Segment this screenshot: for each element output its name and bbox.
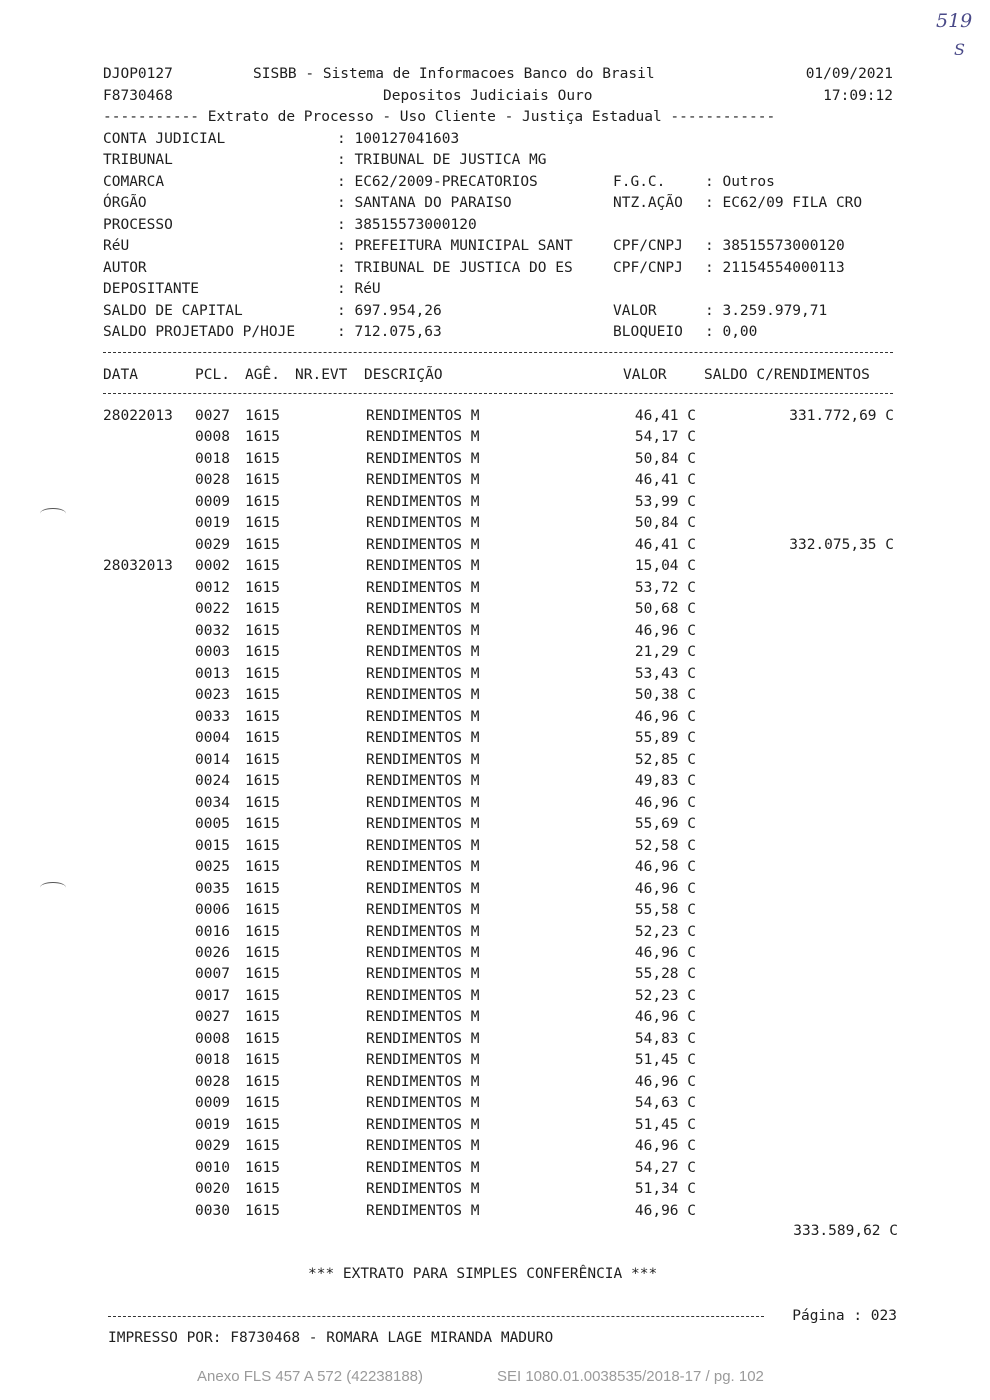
row-balance: 332.075,35 C	[789, 536, 894, 553]
table-row	[0, 578, 990, 600]
row-agency: 1615	[245, 536, 280, 553]
table-row	[0, 836, 990, 858]
operator-code: F8730468	[103, 88, 173, 104]
table-row	[0, 986, 990, 1008]
statement-banner: ----------- Extrato de Processo - Uso Cliente - Justiça Estadual ------------	[103, 109, 776, 125]
print-time: 17:09:12	[823, 88, 893, 104]
col-header-valor: VALOR	[623, 367, 667, 383]
row-agency: 1615	[245, 1073, 280, 1090]
col-header-nrevt: NR.EVT	[295, 367, 348, 383]
field-label: PROCESSO	[103, 217, 173, 233]
field-label: CPF/CNPJ	[613, 238, 683, 254]
row-pcl: 0024	[195, 773, 230, 790]
field-label: CPF/CNPJ	[613, 260, 683, 276]
field-value: : Outros	[705, 174, 775, 190]
row-value: 46,96 C	[634, 622, 696, 639]
row-description: RENDIMENTOS M	[366, 859, 480, 876]
row-description: RENDIMENTOS M	[366, 773, 480, 790]
table-row	[0, 1007, 990, 1029]
row-description: RENDIMENTOS M	[366, 493, 480, 510]
row-pcl: 0012	[195, 579, 230, 596]
col-header-pcl: PCL.	[195, 367, 230, 383]
final-balance: 333.589,62 C	[793, 1223, 898, 1239]
row-value: 46,96 C	[634, 794, 696, 811]
row-agency: 1615	[245, 622, 280, 639]
row-value: 52,85 C	[634, 751, 696, 768]
row-pcl: 0017	[195, 987, 230, 1004]
row-pcl: 0020	[195, 1181, 230, 1198]
row-agency: 1615	[245, 687, 280, 704]
row-value: 50,84 C	[634, 515, 696, 532]
field-label: ÓRGÃO	[103, 195, 147, 211]
row-pcl: 0022	[195, 601, 230, 618]
row-agency: 1615	[245, 472, 280, 489]
divider	[103, 352, 893, 353]
row-value: 54,83 C	[634, 1030, 696, 1047]
table-row	[0, 1029, 990, 1051]
row-value: 46,41 C	[634, 472, 696, 489]
row-pcl: 0015	[195, 837, 230, 854]
row-pcl: 0018	[195, 450, 230, 467]
row-value: 49,83 C	[634, 773, 696, 790]
row-agency: 1615	[245, 1052, 280, 1069]
table-row	[0, 1115, 990, 1137]
program-code: DJOP0127	[103, 66, 173, 82]
row-pcl: 0029	[195, 536, 230, 553]
field-value: : RéU	[337, 281, 381, 297]
row-pcl: 0009	[195, 1095, 230, 1112]
annex-reference: Anexo FLS 457 A 572 (42238188)	[197, 1368, 424, 1385]
row-description: RENDIMENTOS M	[366, 622, 480, 639]
row-pcl: 0008	[195, 1030, 230, 1047]
table-row	[0, 707, 990, 729]
field-value: : 3.259.979,71	[705, 303, 828, 319]
table-row	[0, 406, 990, 428]
document-subtitle: Depositos Judiciais Ouro	[383, 88, 593, 104]
row-value: 21,29 C	[634, 644, 696, 661]
table-row	[0, 728, 990, 750]
row-value: 54,17 C	[634, 429, 696, 446]
table-row	[0, 900, 990, 922]
row-description: RENDIMENTOS M	[366, 966, 480, 983]
row-description: RENDIMENTOS M	[366, 923, 480, 940]
footer-divider	[108, 1316, 764, 1317]
table-row	[0, 621, 990, 643]
field-label: SALDO PROJETADO P/HOJE	[103, 324, 296, 340]
row-pcl: 0035	[195, 880, 230, 897]
row-description: RENDIMENTOS M	[366, 902, 480, 919]
row-pcl: 0006	[195, 902, 230, 919]
field-value: : 712.075,63	[337, 324, 442, 340]
row-description: RENDIMENTOS M	[366, 450, 480, 467]
row-value: 50,68 C	[634, 601, 696, 618]
row-pcl: 0005	[195, 816, 230, 833]
row-value: 53,99 C	[634, 493, 696, 510]
row-agency: 1615	[245, 945, 280, 961]
table-row	[0, 1136, 990, 1158]
row-value: 46,96 C	[634, 708, 696, 725]
field-value: : 38515573000120	[337, 217, 477, 233]
row-description: RENDIMENTOS M	[366, 472, 480, 489]
row-pcl: 0016	[195, 923, 230, 940]
field-label: F.G.C.	[613, 174, 666, 190]
field-value: : 697.954,26	[337, 303, 442, 319]
row-pcl: 0028	[195, 472, 230, 489]
row-description: RENDIMENTOS M	[366, 665, 480, 682]
row-pcl: 0034	[195, 794, 230, 811]
field-label: BLOQUEIO	[613, 324, 683, 340]
row-pcl: 0018	[195, 1052, 230, 1069]
print-date: 01/09/2021	[805, 66, 893, 82]
row-date: 28032013	[103, 558, 173, 575]
row-value: 46,41 C	[634, 536, 696, 553]
row-agency: 1615	[245, 601, 280, 618]
row-pcl: 0026	[195, 945, 230, 961]
row-value: 50,84 C	[634, 450, 696, 467]
row-pcl: 0009	[195, 493, 230, 510]
row-agency: 1615	[245, 1159, 280, 1176]
row-agency: 1615	[245, 773, 280, 790]
col-header-age: AGÊ.	[245, 367, 280, 383]
row-value: 51,45 C	[634, 1116, 696, 1133]
row-description: RENDIMENTOS M	[366, 1073, 480, 1090]
table-row	[0, 556, 990, 578]
row-agency: 1615	[245, 966, 280, 983]
row-pcl: 0029	[195, 1138, 230, 1155]
row-value: 54,63 C	[634, 1095, 696, 1112]
table-row	[0, 1158, 990, 1180]
row-agency: 1615	[245, 837, 280, 854]
row-description: RENDIMENTOS M	[366, 1202, 480, 1219]
col-header-descricao: DESCRIÇÃO	[364, 367, 443, 383]
row-value: 52,23 C	[634, 987, 696, 1004]
table-row	[0, 857, 990, 879]
divider	[103, 393, 893, 394]
row-agency: 1615	[245, 880, 280, 897]
row-description: RENDIMENTOS M	[366, 1116, 480, 1133]
printed-by: IMPRESSO POR: F8730468 - ROMARA LAGE MIRANDA MADURO	[108, 1330, 554, 1346]
field-label: DEPOSITANTE	[103, 281, 200, 297]
row-description: RENDIMENTOS M	[366, 1009, 480, 1026]
field-label: TRIBUNAL	[103, 152, 173, 168]
row-agency: 1615	[245, 816, 280, 833]
row-value: 55,28 C	[634, 966, 696, 983]
field-value: : EC62/2009-PRECATORIOS	[337, 174, 538, 190]
row-pcl: 0002	[195, 558, 230, 575]
row-agency: 1615	[245, 1030, 280, 1047]
table-row	[0, 427, 990, 449]
row-pcl: 0027	[195, 408, 230, 424]
row-agency: 1615	[245, 1009, 280, 1026]
table-row	[0, 793, 990, 815]
row-description: RENDIMENTOS M	[366, 987, 480, 1004]
row-value: 46,96 C	[634, 1009, 696, 1026]
row-description: RENDIMENTOS M	[366, 751, 480, 768]
table-row	[0, 1050, 990, 1072]
row-value: 46,96 C	[634, 880, 696, 897]
table-row	[0, 1072, 990, 1094]
table-row	[0, 1093, 990, 1115]
table-row	[0, 814, 990, 836]
row-agency: 1615	[245, 794, 280, 811]
row-value: 46,96 C	[634, 1073, 696, 1090]
row-agency: 1615	[245, 859, 280, 876]
table-row	[0, 771, 990, 793]
field-value: : TRIBUNAL DE JUSTICA MG	[337, 152, 547, 168]
col-header-data: DATA	[103, 367, 138, 383]
field-value: : PREFEITURA MUNICIPAL SANT	[337, 238, 573, 254]
row-description: RENDIMENTOS M	[366, 1159, 480, 1176]
row-description: RENDIMENTOS M	[366, 816, 480, 833]
row-pcl: 0019	[195, 1116, 230, 1133]
field-label: CONTA JUDICIAL	[103, 131, 226, 147]
row-pcl: 0008	[195, 429, 230, 446]
row-agency: 1615	[245, 987, 280, 1004]
row-agency: 1615	[245, 408, 280, 424]
handwritten-initial: S	[954, 40, 965, 59]
row-value: 51,34 C	[634, 1181, 696, 1198]
row-description: RENDIMENTOS M	[366, 515, 480, 532]
row-agency: 1615	[245, 1138, 280, 1155]
table-row	[0, 879, 990, 901]
row-value: 55,69 C	[634, 816, 696, 833]
row-description: RENDIMENTOS M	[366, 1181, 480, 1198]
row-value: 51,45 C	[634, 1052, 696, 1069]
table-row	[0, 513, 990, 535]
row-description: RENDIMENTOS M	[366, 1138, 480, 1155]
row-description: RENDIMENTOS M	[366, 730, 480, 747]
field-label: NTZ.AÇÃO	[613, 195, 683, 211]
row-description: RENDIMENTOS M	[366, 794, 480, 811]
table-row	[0, 470, 990, 492]
field-label: SALDO DE CAPITAL	[103, 303, 243, 319]
row-agency: 1615	[245, 923, 280, 940]
row-description: RENDIMENTOS M	[366, 408, 480, 424]
row-pcl: 0032	[195, 622, 230, 639]
row-agency: 1615	[245, 665, 280, 682]
row-agency: 1615	[245, 1116, 280, 1133]
row-description: RENDIMENTOS M	[366, 1095, 480, 1112]
field-value: : SANTANA DO PARAISO	[337, 195, 512, 211]
table-row	[0, 1179, 990, 1201]
row-agency: 1615	[245, 730, 280, 747]
row-pcl: 0025	[195, 859, 230, 876]
row-value: 50,38 C	[634, 687, 696, 704]
row-pcl: 0030	[195, 1202, 230, 1219]
row-agency: 1615	[245, 902, 280, 919]
table-row	[0, 943, 990, 965]
field-value: : 38515573000120	[705, 238, 845, 254]
row-agency: 1615	[245, 493, 280, 510]
row-pcl: 0014	[195, 751, 230, 768]
row-agency: 1615	[245, 708, 280, 725]
row-value: 53,43 C	[634, 665, 696, 682]
row-agency: 1615	[245, 579, 280, 596]
row-agency: 1615	[245, 429, 280, 446]
row-description: RENDIMENTOS M	[366, 644, 480, 661]
row-pcl: 0033	[195, 708, 230, 725]
row-value: 46,96 C	[634, 859, 696, 876]
row-description: RENDIMENTOS M	[366, 687, 480, 704]
row-agency: 1615	[245, 515, 280, 532]
row-description: RENDIMENTOS M	[366, 601, 480, 618]
row-pcl: 0019	[195, 515, 230, 532]
row-agency: 1615	[245, 1202, 280, 1219]
row-description: RENDIMENTOS M	[366, 536, 480, 553]
system-title: SISBB - Sistema de Informacoes Banco do Brasil	[253, 66, 655, 82]
row-description: RENDIMENTOS M	[366, 1052, 480, 1069]
table-row	[0, 750, 990, 772]
row-description: RENDIMENTOS M	[366, 558, 480, 575]
table-row	[0, 1201, 990, 1223]
table-row	[0, 599, 990, 621]
table-row	[0, 535, 990, 557]
row-pcl: 0028	[195, 1073, 230, 1090]
row-description: RENDIMENTOS M	[366, 708, 480, 725]
row-description: RENDIMENTOS M	[366, 429, 480, 446]
field-value: : EC62/09 FILA CRO	[705, 195, 863, 211]
row-value: 55,58 C	[634, 902, 696, 919]
field-value: : 100127041603	[337, 131, 460, 147]
row-value: 46,96 C	[634, 1202, 696, 1219]
row-pcl: 0027	[195, 1009, 230, 1026]
row-pcl: 0003	[195, 644, 230, 661]
row-description: RENDIMENTOS M	[366, 579, 480, 596]
row-pcl: 0004	[195, 730, 230, 747]
row-value: 46,41 C	[634, 408, 696, 424]
row-date: 28022013	[103, 408, 173, 424]
table-row	[0, 449, 990, 471]
row-agency: 1615	[245, 751, 280, 768]
row-description: RENDIMENTOS M	[366, 880, 480, 897]
row-agency: 1615	[245, 644, 280, 661]
row-balance: 331.772,69 C	[789, 408, 894, 424]
row-value: 15,04 C	[634, 558, 696, 575]
row-agency: 1615	[245, 558, 280, 575]
field-label: RéU	[103, 238, 130, 254]
row-pcl: 0007	[195, 966, 230, 983]
table-row	[0, 492, 990, 514]
row-value: 46,96 C	[634, 1138, 696, 1155]
handwritten-page-number: 519	[936, 10, 973, 32]
field-value: : 21154554000113	[705, 260, 845, 276]
row-agency: 1615	[245, 1181, 280, 1198]
table-row	[0, 664, 990, 686]
row-value: 52,58 C	[634, 837, 696, 854]
field-label: AUTOR	[103, 260, 147, 276]
field-value: : TRIBUNAL DE JUSTICA DO ES	[337, 260, 573, 276]
row-description: RENDIMENTOS M	[366, 945, 480, 961]
col-header-saldo: SALDO C/RENDIMENTOS	[704, 367, 870, 383]
page-indicator: Página : 023	[792, 1308, 897, 1324]
sei-reference: SEI 1080.01.0038535/2018-17 / pg. 102	[497, 1368, 764, 1385]
row-value: 55,89 C	[634, 730, 696, 747]
field-label: COMARCA	[103, 174, 165, 190]
row-value: 46,96 C	[634, 945, 696, 961]
row-description: RENDIMENTOS M	[366, 1030, 480, 1047]
row-agency: 1615	[245, 1095, 280, 1112]
table-row	[0, 685, 990, 707]
table-row	[0, 642, 990, 664]
row-pcl: 0023	[195, 687, 230, 704]
row-value: 52,23 C	[634, 923, 696, 940]
row-agency: 1615	[245, 450, 280, 467]
field-value: : 0,00	[705, 324, 758, 340]
row-description: RENDIMENTOS M	[366, 837, 480, 854]
table-row	[0, 922, 990, 944]
field-label: VALOR	[613, 303, 657, 319]
table-row	[0, 964, 990, 986]
row-value: 53,72 C	[634, 579, 696, 596]
row-pcl: 0010	[195, 1159, 230, 1176]
row-pcl: 0013	[195, 665, 230, 682]
row-value: 54,27 C	[634, 1159, 696, 1176]
conference-notice: *** EXTRATO PARA SIMPLES CONFERÊNCIA ***	[308, 1266, 658, 1282]
